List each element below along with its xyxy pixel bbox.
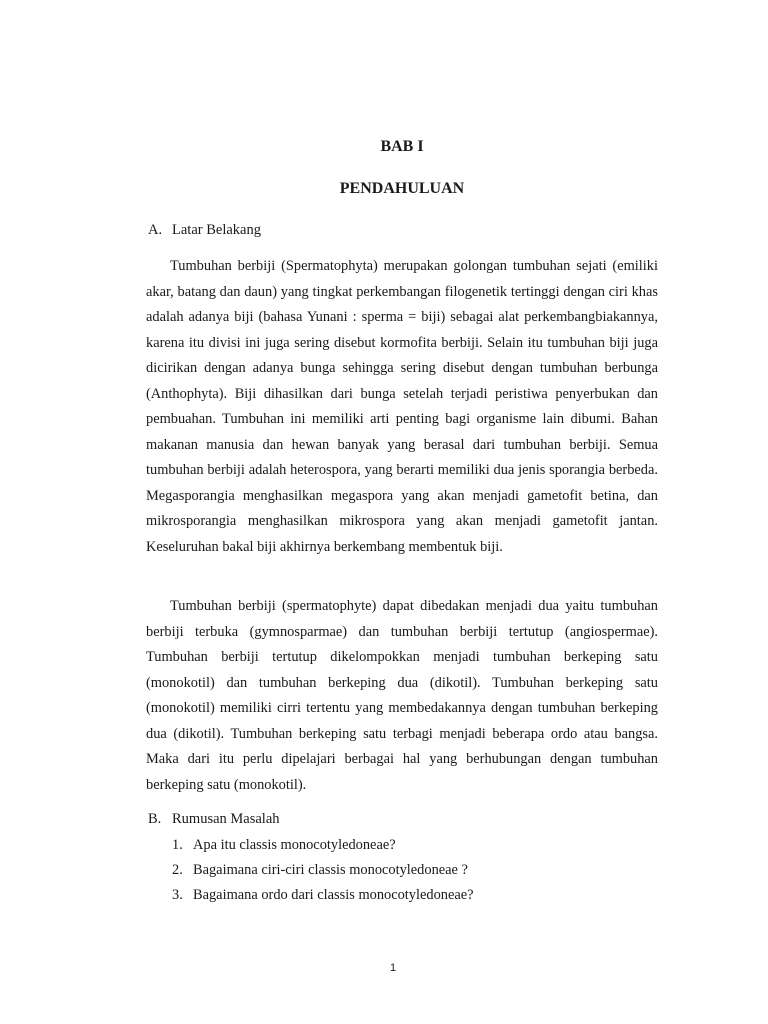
list-item-number: 2. (172, 862, 183, 878)
section-b-title: Rumusan Masalah (172, 811, 280, 827)
list-item-text: Bagaimana ordo dari classis monocotyledoneae? (193, 887, 474, 903)
list-item-number: 3. (172, 887, 183, 903)
list-item (172, 858, 474, 883)
list-item-text: Bagaimana ciri-ciri classis monocotyledoneae ? (193, 862, 468, 878)
paragraph-latar-belakang-2: Tumbuhan berbiji (spermatophyte) dapat dibedakan menjadi dua yaitu tumbuhan berbiji terbuka (gymnosparmae) dan tumbuhan berbiji tertutup (angiospermae). Tumbuhan berbiji tertutup dikelompokkan menjadi tumbuhan berkeping satu (monokotil) dan tumbuhan berkeping dua (dikotil). Tumbuhan berkeping satu (monokotil) memiliki cirri tertentu yang membedakannya dengan tumbuhan berkeping dua (dikotil). Tumbuhan berkeping satu terbagi menjadi beberapa ordo atau bangsa. Maka dari itu perlu dipelajari berbagai hal yang berhubungan dengan tumbuhan berkeping satu (monokotil). (146, 598, 658, 793)
paragraph-latar-belakang-1: Tumbuhan berbiji (Spermatophyta) merupakan golongan tumbuhan sejati (emiliki akar, batang dan daun) yang tingkat perkembangan filogenetik tertinggi dengan ciri khas adalah adanya biji (bahasa Yunani : sperma = biji) sebagai alat perkembangbiakannya, karena itu divisi ini juga sering disebut kormofita berbiji. Selain itu tumbuhan biji juga dicirikan dengan adanya bunga sehingga sering disebut dengan tumbuhan berbunga (Anthophyta). Biji dihasilkan dari bunga setelah terjadi peristiwa penyerbukan dan pembuahan. Tumbuhan ini memiliki arti penting bagi organisme lain dibumi. Bahan makanan manusia dan hewan banyak yang berasal dari tumbuhan berbiji. Semua tumbuhan berbiji adalah heterospora, yang berarti memiliki dua jenis sporangia berbeda. Megasporangia menghasilkan megaspora yang akan menjadi gametofit betina, dan mikrosporangia menghasilkan mikrospora yang akan menjadi gametofit jantan. Keseluruhan bakal biji akhirnya berkembang membentuk biji. (146, 258, 658, 555)
section-a-title: Latar Belakang (172, 222, 261, 238)
list-item (172, 883, 474, 908)
chapter-title: PENDAHULUAN (339, 180, 465, 197)
list-item-number: 1. (172, 837, 183, 853)
section-a-letter: A. (148, 222, 163, 238)
section-b-letter: B. (148, 811, 162, 827)
chapter-number: BAB I (380, 138, 424, 155)
list-item-text: Apa itu classis monocotyledoneae? (193, 837, 396, 853)
list-item (172, 833, 474, 858)
rumusan-masalah-list (172, 833, 474, 908)
section-a-heading (148, 221, 261, 239)
section-b-heading (148, 810, 280, 828)
page-number: 1 (389, 962, 397, 974)
